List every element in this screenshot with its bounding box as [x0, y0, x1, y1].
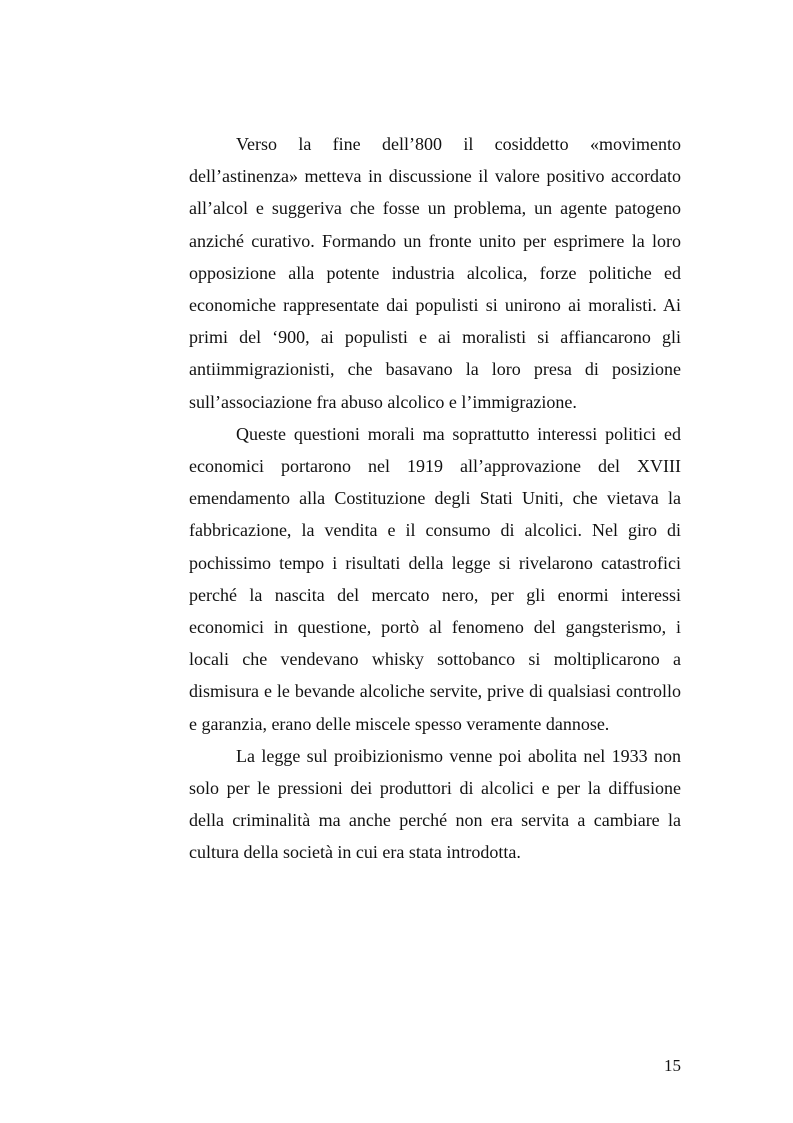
- body-text: [189, 128, 681, 869]
- page-number: 15: [664, 1056, 681, 1075]
- paragraph-3: La legge sul proibizionismo venne poi abolita nel 1933 non solo per le pressioni dei produttori di alcolici e per la diffusione della criminalità ma anche perché non era servita a cambiare la cultura della società in cui era stata introdotta.: [189, 745, 681, 863]
- paragraph-1: Verso la fine dell’800 il cosiddetto «movimento dell’astinenza» metteva in discussione il valore positivo accordato all’alcol e suggeriva che fosse un problema, un agente patogeno anziché curativo. Formando un fronte unito per esprimere la loro opposizione alla potente industria alcolica, forze politiche ed economiche rappresentate dai populisti si unirono ai moralisti. Ai primi del ‘900, ai populisti e ai moralisti si affiancarono gli antiimmigrazionisti, che basavano la loro presa di posizione sull’associazione fra abuso alcolico e l’immigrazione.: [189, 134, 681, 412]
- paragraph-2: Queste questioni morali ma soprattutto interessi politici ed economici portarono nel 1919 all’approvazione del XVIII emendamento alla Costituzione degli Stati Uniti, che vietava la fabbricazione, la vendita e il consumo di alcolici. Nel giro di pochissimo tempo i risultati della legge si rivelarono catastrofici perché la nascita del mercato nero, per gli enormi interessi economici in questione, portò al fenomeno del gangsterismo, i locali che vendevano whisky sottobanco si moltiplicarono a dismisura e le bevande alcoliche servite, prive di qualsiasi controllo e garanzia, erano delle miscele spesso veramente dannose.: [189, 423, 681, 734]
